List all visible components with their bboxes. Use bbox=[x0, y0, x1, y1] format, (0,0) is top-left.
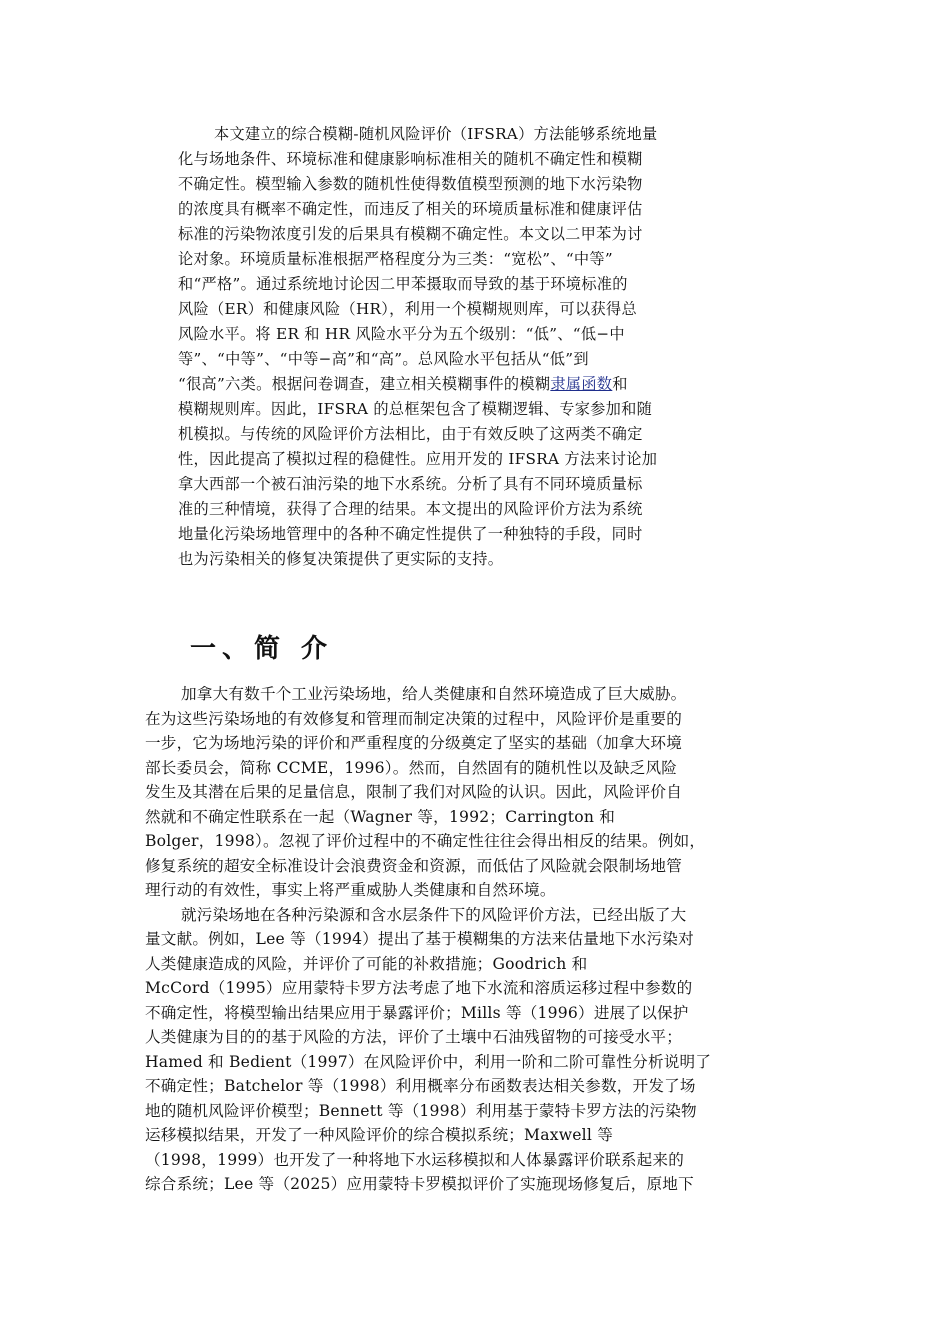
abstract-line: 机模拟。与传统的风险评价方法相比，由于有效反映了这两类不确定 bbox=[178, 425, 643, 443]
body-line: 人类健康为目的的基于风险的方法，评价了土壤中石油残留物的可接受水平； bbox=[145, 1028, 682, 1046]
body-line: 不确定性，将模型输出结果应用于暴露评价；Mills 等（1996）进展了以保护 bbox=[145, 1003, 689, 1022]
abstract-line-with-link bbox=[178, 372, 778, 397]
body-line: 不确定性；Batchelor 等（1998）利用概率分布函数表达相关参数，开发了场 bbox=[145, 1077, 696, 1095]
membership-function-link[interactable]: 隶属函数 bbox=[550, 375, 613, 393]
body-line: 就污染场地在各种污染源和含水层条件下的风险评价方法，已经出版了大 bbox=[181, 905, 687, 924]
abstract-line: 模糊规则库。因此，IFSRA 的总框架包含了模糊逻辑、专家参加和随 bbox=[178, 400, 653, 418]
body-line: 一步，它为场地污染的评价和严重程度的分级奠定了坚实的基础（加拿大环境 bbox=[145, 734, 682, 752]
abstract-line: 拿大西部一个被石油污染的地下水系统。分析了具有不同环境质量标 bbox=[178, 475, 643, 493]
abstract-line: 的浓度具有概率不确定性，而违反了相关的环境质量标准和健康评估 bbox=[178, 200, 643, 218]
abstract-line: 风险水平。将 ER 和 HR 风险水平分为五个级别：“低”、“低−中 bbox=[178, 325, 625, 343]
body-line: 加拿大有数千个工业污染场地，给人类健康和自然环境造成了巨大威胁。 bbox=[181, 685, 687, 703]
body-line: 量文献。例如，Lee 等（1994）提出了基于模糊集的方法来估量地下水污染对 bbox=[145, 930, 694, 948]
abstract-line: 等”、“中等”、“中等−高”和“高”。总风险水平包括从“低”到 bbox=[178, 350, 589, 368]
abstract-line: 准的三种情境，获得了合理的结果。本文提出的风险评价方法为系统 bbox=[178, 500, 643, 518]
body-line: 运移模拟结果，开发了一种风险评价的综合模拟系统；Maxwell 等 bbox=[145, 1126, 614, 1144]
body-line: 理行动的有效性，事实上将严重威胁人类健康和自然环境。 bbox=[145, 881, 556, 899]
body-line: 部长委员会，简称 CCME，1996）。然而，自然固有的随机性以及缺乏风险 bbox=[145, 758, 678, 777]
abstract-line: 性，因此提高了模拟过程的稳健性。应用开发的 IFSRA 方法来讨论加 bbox=[178, 450, 658, 468]
body-line: McCord（1995）应用蒙特卡罗方法考虑了地下水流和溶质运移过程中参数的 bbox=[145, 979, 693, 997]
body-line: 综合系统；Lee 等（2025）应用蒙特卡罗模拟评价了实施现场修复后，原地下 bbox=[145, 1175, 694, 1193]
body-line: 地的随机风险评价模型；Bennett 等（1998）利用基于蒙特卡罗方法的污染物 bbox=[145, 1101, 697, 1120]
abstract-paragraph bbox=[178, 122, 778, 572]
abstract-line: 地量化污染场地管理中的各种不确定性提供了一种独特的手段，同时 bbox=[178, 525, 643, 543]
abstract-line: 化与场地条件、环境标准和健康影响标准相关的随机不确定性和模糊 bbox=[178, 150, 643, 168]
abstract-line: 论对象。环境质量标准根据严格程度分为三类：“宽松”、“中等” bbox=[178, 250, 613, 268]
abstract-line: 标准的污染物浓度引发的后果具有模糊不确定性。本文以二甲苯为讨 bbox=[178, 225, 643, 243]
body-line: Bolger，1998）。忽视了评价过程中的不确定性往往会得出相反的结果。例如， bbox=[145, 832, 706, 850]
body-line: （1998，1999）也开发了一种将地下水运移模拟和人体暴露评价联系起来的 bbox=[145, 1150, 684, 1169]
body-line: Hamed 和 Bedient（1997）在风险评价中，利用一阶和二阶可靠性分析说明了 bbox=[145, 1052, 712, 1071]
abstract-text: “很高”六类。根据问卷调查，建立相关模糊事件的模糊 bbox=[178, 375, 551, 393]
body-text bbox=[145, 682, 815, 1197]
body-line: 人类健康造成的风险，并评价了可能的补救措施；Goodrich 和 bbox=[145, 954, 588, 973]
abstract-line: 风险（ER）和健康风险（HR），利用一个模糊规则库，可以获得总 bbox=[178, 300, 637, 318]
body-line: 然就和不确定性联系在一起（Wagner 等，1992；Carrington 和 bbox=[145, 807, 616, 826]
abstract-text: 和 bbox=[612, 375, 628, 393]
abstract-line: 和“严格”。通过系统地讨论因二甲苯摄取而导致的基于环境标准的 bbox=[178, 275, 628, 293]
body-line: 在为这些污染场地的有效修复和管理而制定决策的过程中，风险评价是重要的 bbox=[145, 709, 682, 728]
body-line: 修复系统的超安全标准设计会浪费资金和资源，而低估了风险就会限制场地管 bbox=[145, 856, 682, 875]
abstract-line: 也为污染相关的修复决策提供了更实际的支持。 bbox=[178, 550, 504, 568]
abstract-line: 不确定性。模型输入参数的随机性使得数值模型预测的地下水污染物 bbox=[178, 175, 643, 193]
body-line: 发生及其潜在后果的足量信息，限制了我们对风险的认识。因此，风险评价自 bbox=[145, 783, 682, 801]
abstract-line: 本文建立的综合模糊-随机风险评价（IFSRA）方法能够系统地量 bbox=[214, 125, 658, 143]
section-heading: 一、简 介 bbox=[190, 634, 334, 664]
